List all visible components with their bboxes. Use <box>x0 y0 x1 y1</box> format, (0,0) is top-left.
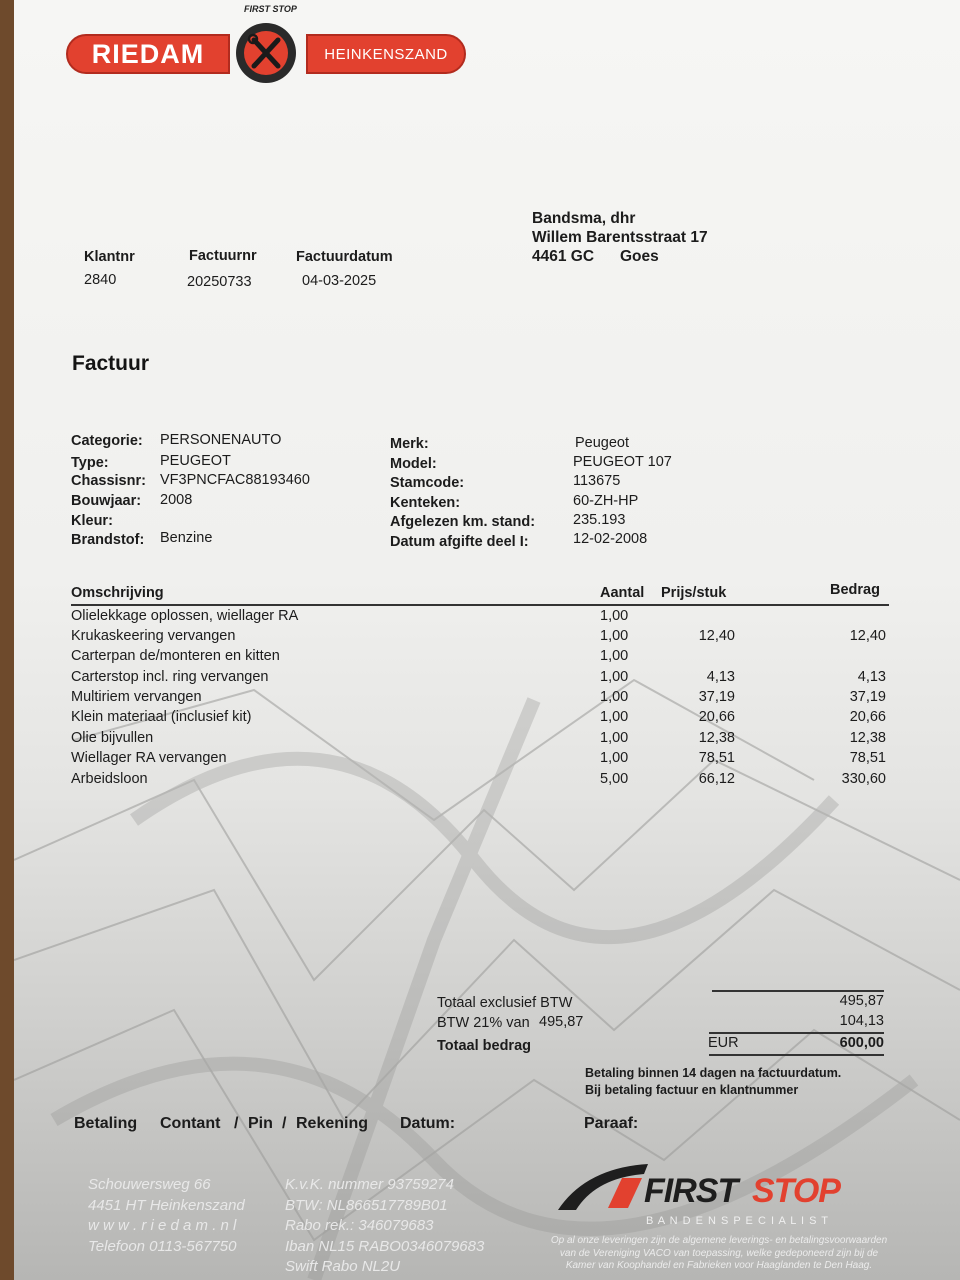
vehicle-label: Stamcode: <box>390 475 465 491</box>
table-row <box>14 709 960 729</box>
vehicle-label: Datum afgifte deel I: <box>390 534 529 550</box>
factuurnr-value: 20250733 <box>187 274 252 290</box>
table-row <box>14 750 960 770</box>
row-omschrijving: Carterstop incl. ring vervangen <box>71 669 269 685</box>
row-prijs: 78,51 <box>698 750 735 766</box>
row-aantal: 1,00 <box>600 730 629 746</box>
vehicle-label: Chassisnr: <box>71 473 146 489</box>
footer-disclaimer <box>519 1235 919 1273</box>
table-row <box>14 648 960 668</box>
factuurdatum-label: Factuurdatum <box>296 249 393 265</box>
row-omschrijving: Olie bijvullen <box>71 730 154 746</box>
vehicle-label: Kleur: <box>71 513 113 529</box>
row-prijs: 12,38 <box>698 730 735 746</box>
row-bedrag: 78,51 <box>849 750 886 766</box>
footer-address <box>88 1175 245 1257</box>
total-excl-value: 495,87 <box>839 993 884 1009</box>
invoice-paper <box>14 0 960 1280</box>
disclaimer-line: van de Vereniging VACO van toepassing, welke gedeponeerd zijn bij de <box>559 1247 879 1259</box>
row-bedrag: 20,66 <box>849 709 886 725</box>
riedam-logo <box>66 4 466 84</box>
vehicle-label: Type: <box>71 455 109 471</box>
vehicle-label: Kenteken: <box>390 495 461 511</box>
vehicle-value: PEUGEOT <box>160 453 231 469</box>
row-prijs: 4,13 <box>706 669 735 685</box>
vehicle-value: 113675 <box>573 473 621 489</box>
paraaf-field: Paraaf: <box>584 1115 639 1132</box>
firststop-swoosh-icon <box>556 1160 651 1212</box>
table-header-rule <box>71 604 889 606</box>
slash-separator: / <box>234 1115 239 1132</box>
table-row <box>14 669 960 689</box>
row-omschrijving: Wiellager RA vervangen <box>71 750 227 766</box>
vehicle-label: Afgelezen km. stand: <box>390 514 536 530</box>
document-title: Factuur <box>72 352 150 375</box>
table-row <box>14 608 960 628</box>
payment-terms-line2: Bij betaling factuur en klantnummer <box>585 1083 799 1097</box>
customer-name: Bandsma, dhr <box>532 210 636 227</box>
klantnr-label: Klantnr <box>84 249 135 265</box>
customer-city: Goes <box>620 248 659 265</box>
row-omschrijving: Carterpan de/monteren en kitten <box>71 648 280 664</box>
vehicle-value: PERSONENAUTO <box>160 432 282 448</box>
vehicle-value: Benzine <box>160 530 213 546</box>
row-omschrijving: Arbeidsloon <box>71 771 148 787</box>
datum-field: Datum: <box>400 1115 456 1132</box>
row-prijs: 20,66 <box>698 709 735 725</box>
vehicle-value: VF3PNCFAC88193460 <box>160 472 310 488</box>
total-label: Totaal bedrag <box>437 1038 531 1054</box>
table-row <box>14 628 960 648</box>
btw-value: 104,13 <box>839 1013 884 1029</box>
table-row <box>14 730 960 750</box>
firststop-subtitle: B A N D E N S P E C I A L I S T <box>646 1215 830 1227</box>
payment-terms-line1: Betaling binnen 14 dagen na factuurdatum. <box>585 1066 842 1080</box>
col-header-bedrag: Bedrag <box>830 582 880 598</box>
col-header-omschrijving: Omschrijving <box>71 585 164 601</box>
vehicle-value: 2008 <box>160 492 193 508</box>
vehicle-label: Merk: <box>390 436 429 452</box>
table-row <box>14 689 960 709</box>
footer-address-line: 4451 HT Heinkenszand <box>88 1196 245 1214</box>
footer-swift: Swift Rabo NL2U <box>285 1258 401 1275</box>
vehicle-label: Categorie: <box>71 433 143 449</box>
vehicle-value: 60-ZH-HP <box>573 493 639 509</box>
col-header-aantal: Aantal <box>600 585 645 601</box>
row-aantal: 1,00 <box>600 608 629 624</box>
wheel-tools-icon <box>226 18 306 84</box>
row-aantal: 1,00 <box>600 648 629 664</box>
klantnr-value: 2840 <box>84 272 117 288</box>
row-omschrijving: Multiriem vervangen <box>71 689 202 705</box>
vehicle-value: 12-02-2008 <box>573 531 648 547</box>
brand-location: HEINKENSZAND <box>306 34 466 74</box>
brand-name: RIEDAM <box>66 34 230 74</box>
row-bedrag: 4,13 <box>857 669 886 685</box>
vehicle-label: Model: <box>390 456 437 472</box>
table-row <box>14 771 960 791</box>
vehicle-value: 235.193 <box>573 512 626 528</box>
betaling-label: Betaling <box>74 1115 138 1132</box>
vehicle-label: Brandstof: <box>71 532 145 548</box>
row-bedrag: 12,38 <box>849 730 886 746</box>
row-prijs: 66,12 <box>698 771 735 787</box>
total-currency: EUR <box>708 1035 739 1051</box>
disclaimer-line: Kamer van Koophandel en Fabrieken voor Haaglanden te Den Haag. <box>565 1260 873 1271</box>
total-value: 600,00 <box>839 1035 884 1051</box>
firststop-stop: STOP <box>752 1172 840 1210</box>
footer-address-line: Schouwersweg 66 <box>88 1176 211 1193</box>
row-aantal: 5,00 <box>600 771 629 787</box>
row-aantal: 1,00 <box>600 628 629 644</box>
row-aantal: 1,00 <box>600 689 629 705</box>
contant-option: Contant <box>160 1115 221 1132</box>
footer-website: w w w . r i e d a m . n l <box>88 1217 237 1234</box>
row-aantal: 1,00 <box>600 709 629 725</box>
row-prijs: 12,40 <box>698 628 735 644</box>
disclaimer-line: Op al onze leveringen zijn de algemene leverings- en betalingsvoorwaarden <box>550 1235 888 1246</box>
row-aantal: 1,00 <box>600 669 629 685</box>
col-header-prijs: Prijs/stuk <box>661 585 727 601</box>
row-omschrijving: Olielekkage oplossen, wiellager RA <box>71 608 299 624</box>
btw-label: BTW 21% van <box>437 1015 530 1031</box>
row-omschrijving: Krukaskeering vervangen <box>71 628 236 644</box>
totals-mid-rule <box>709 1032 884 1034</box>
totals-top-rule <box>712 990 884 992</box>
vehicle-value: Peugeot <box>575 435 630 451</box>
firststop-first: FIRST <box>644 1172 738 1210</box>
pin-option: Pin <box>248 1115 273 1132</box>
footer-iban: Iban NL15 RABO0346079683 <box>285 1237 485 1255</box>
factuurnr-label: Factuurnr <box>189 248 257 264</box>
row-prijs: 37,19 <box>698 689 735 705</box>
total-excl-label: Totaal exclusief BTW <box>437 995 573 1011</box>
customer-postcode: 4461 GC <box>532 248 595 265</box>
row-bedrag: 330,60 <box>841 771 886 787</box>
row-aantal: 1,00 <box>600 750 629 766</box>
footer-registry <box>285 1175 484 1278</box>
firststop-small-logo: FIRST STOP <box>244 4 297 14</box>
footer-kvk: K.v.K. nummer 93759274 <box>285 1176 454 1193</box>
row-omschrijving: Klein materiaal (inclusief kit) <box>71 709 252 725</box>
factuurdatum-value: 04-03-2025 <box>302 273 377 289</box>
footer-phone: Telefoon 0113-567750 <box>88 1237 237 1255</box>
customer-street: Willem Barentsstraat 17 <box>532 229 708 246</box>
footer-btw: BTW: NL866517789B01 <box>285 1196 448 1214</box>
footer-rabo: Rabo rek.: 346079683 <box>285 1217 434 1234</box>
btw-base: 495,87 <box>539 1014 584 1030</box>
totals-bottom-rule <box>709 1054 884 1056</box>
vehicle-value: PEUGEOT 107 <box>573 454 672 470</box>
row-bedrag: 12,40 <box>849 628 886 644</box>
slash-separator: / <box>282 1115 287 1132</box>
row-bedrag: 37,19 <box>849 689 886 705</box>
rekening-option: Rekening <box>296 1115 369 1132</box>
vehicle-label: Bouwjaar: <box>71 493 142 509</box>
